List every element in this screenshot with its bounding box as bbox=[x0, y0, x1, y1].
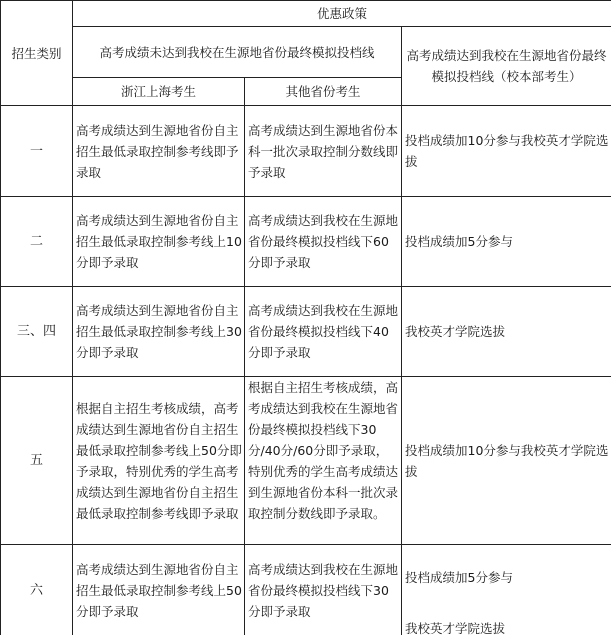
row-other-cell bbox=[245, 287, 402, 377]
row-zj-sh-cell bbox=[73, 377, 245, 545]
row-category bbox=[1, 287, 73, 377]
header-above-line-label: 高考成绩达到我校在生源地省份最终模拟投档线（校本部考生） bbox=[406, 48, 607, 84]
row-above-cell bbox=[402, 106, 611, 197]
row-zj-sh-cell bbox=[73, 545, 245, 635]
row-category bbox=[1, 106, 73, 197]
row-above-cell bbox=[402, 287, 611, 377]
table-row bbox=[1, 287, 611, 377]
row-category-label: 二 bbox=[29, 234, 43, 249]
row-other-cell bbox=[245, 377, 402, 545]
header-other-provinces bbox=[245, 78, 402, 106]
row-zj-sh-text: 高考成绩达到生源地省份自主招生最低录取控制参考线上50分即予录取 bbox=[76, 562, 242, 619]
row-category-label: 五 bbox=[29, 453, 43, 468]
header-zj-sh-label: 浙江上海考生 bbox=[120, 84, 196, 99]
row-zj-sh-cell bbox=[73, 287, 245, 377]
row-above-text: 投档成绩加5分参与 bbox=[405, 570, 513, 585]
row-above-cell bbox=[402, 377, 611, 545]
row-category bbox=[1, 377, 73, 545]
row-category-label: 一 bbox=[29, 143, 43, 159]
row-category-label: 六 bbox=[29, 583, 43, 598]
header-below-line-label: 高考成绩未达到我校在生源地省份最终模拟投档线 bbox=[99, 44, 375, 60]
row-category bbox=[1, 197, 73, 287]
row-above-cell bbox=[402, 545, 611, 635]
header-other-provinces-label: 其他省份考生 bbox=[285, 84, 361, 99]
row-above-text: 投档成绩加10分参与我校英才学院选拔 bbox=[405, 442, 609, 479]
header-policy-label: 优惠政策 bbox=[317, 6, 368, 21]
row-above-cell bbox=[402, 197, 611, 287]
header-zj-sh bbox=[73, 78, 245, 106]
row-other-text: 高考成绩达到我校在生源地省份最终模拟投档线下60分即予录取 bbox=[248, 213, 399, 270]
row-zj-sh-cell bbox=[73, 197, 245, 287]
row-above-text: 我校英才学院选拔 bbox=[405, 324, 506, 339]
row-other-cell bbox=[245, 197, 402, 287]
header-above-line bbox=[402, 27, 611, 106]
table-row bbox=[1, 377, 611, 545]
table-row bbox=[1, 197, 611, 287]
table-row bbox=[1, 106, 611, 197]
table-row bbox=[1, 545, 611, 635]
row-other-text: 高考成绩达到我校在生源地省份最终模拟投档线下30分即予录取 bbox=[248, 562, 399, 619]
row-above-text: 投档成绩加5分参与 bbox=[405, 234, 513, 249]
row-zj-sh-text: 根据自主招生考核成绩，高考成绩达到生源地省份自主招生最低录取控制参考线上50分即予录取，特别优秀的学生高考成绩达到生源地省份自主招生最低录取控制参考线即予录取 bbox=[76, 400, 242, 521]
header-category-label: 招生类别 bbox=[11, 45, 62, 61]
row-other-cell bbox=[245, 106, 402, 197]
row-category bbox=[1, 545, 73, 635]
row-zj-sh-text: 高考成绩达到生源地省份自主招生最低录取控制参考线即予录取 bbox=[76, 122, 239, 180]
row-other-text: 高考成绩达到我校在生源地省份最终模拟投档线下40分即予录取 bbox=[248, 303, 399, 360]
row-category-label: 三、四 bbox=[16, 324, 56, 339]
row-other-text: 高考成绩达到生源地省份本科一批次录取控制分数线即予录取 bbox=[248, 122, 399, 180]
header-policy bbox=[73, 1, 611, 27]
row-above-extra-text: 我校英才学院选拔 bbox=[405, 621, 506, 635]
row-zj-sh-text: 高考成绩达到生源地省份自主招生最低录取控制参考线上30分即予录取 bbox=[76, 303, 242, 360]
header-below-line bbox=[73, 27, 402, 78]
header-category bbox=[1, 1, 73, 106]
row-other-cell bbox=[245, 545, 402, 635]
row-zj-sh-text: 高考成绩达到生源地省份自主招生最低录取控制参考线上10分即予录取 bbox=[76, 213, 242, 270]
row-zj-sh-cell bbox=[73, 106, 245, 197]
row-other-text: 根据自主招生考核成绩，高考成绩达到我校在生源地省份最终模拟投档线下30分/40分/60分即予录取，特别优秀的学生高考成绩达到生源地省份本科一批次录取控制分数线即予录取。 bbox=[248, 380, 399, 521]
row-above-text: 投档成绩加10分参与我校英才学院选拔 bbox=[405, 133, 609, 169]
